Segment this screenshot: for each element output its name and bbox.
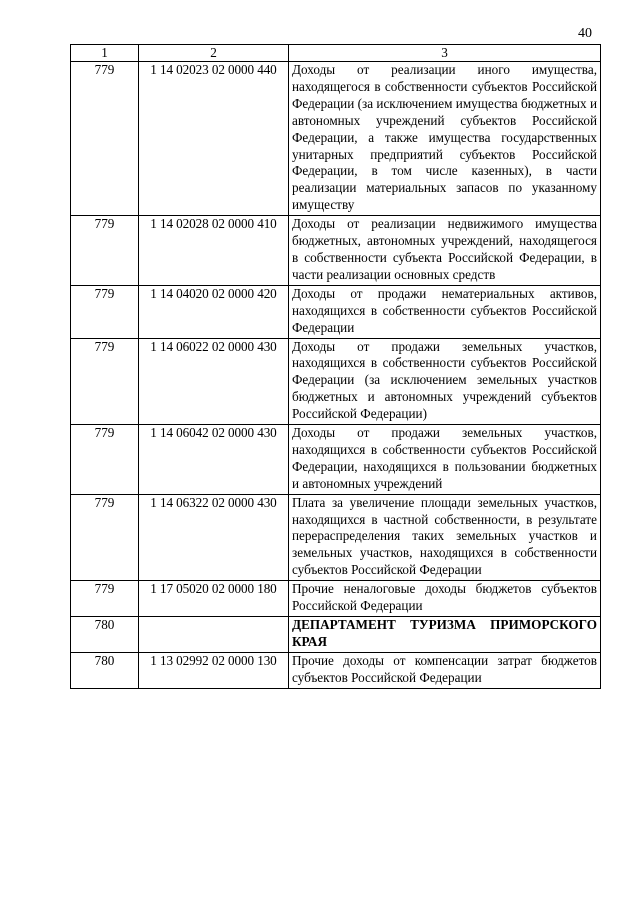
revenue-code-cell: 1 14 02023 02 0000 440 <box>139 62 289 216</box>
revenue-code-cell: 1 14 02028 02 0000 410 <box>139 216 289 286</box>
revenue-code-cell: 1 14 06322 02 0000 430 <box>139 494 289 581</box>
admin-code-cell: 779 <box>71 338 139 425</box>
revenue-name-cell: Доходы от продажи земельных участков, находящихся в собственности субъектов Российской Федерации, находящихся в пользовании бюджетных и автономных учреждений <box>289 425 601 495</box>
table-header-row <box>71 45 601 62</box>
revenue-name-cell: Доходы от продажи земельных участков, находящихся в собственности субъектов Российской Федерации (за исключением земельных участков бюджетных и автономных учреждений субъектов Российской Федерации) <box>289 338 601 425</box>
admin-code-cell: 780 <box>71 652 139 688</box>
revenue-name-cell: Плата за увеличение площади земельных участков, находящихся в частной собственности, в результате перераспределения таких земельных участков и земельных участков, находящихся в собственности субъектов Российской Федерации <box>289 494 601 581</box>
revenue-code-cell <box>139 617 289 653</box>
department-name-cell: ДЕПАРТАМЕНТ ТУРИЗМА ПРИМОРСКОГО КРАЯ <box>289 617 601 653</box>
revenue-code-cell: 1 17 05020 02 0000 180 <box>139 581 289 617</box>
admin-code-cell: 779 <box>71 62 139 216</box>
revenue-code-cell: 1 14 04020 02 0000 420 <box>139 285 289 338</box>
table-row <box>71 62 601 216</box>
table-row <box>71 216 601 286</box>
revenue-name-cell: Доходы от продажи нематериальных активов, находящихся в собственности субъектов Российской Федерации <box>289 285 601 338</box>
department-row <box>71 617 601 653</box>
table-row <box>71 425 601 495</box>
admin-code-cell: 779 <box>71 581 139 617</box>
column-header-1: 1 <box>71 45 139 62</box>
table-row <box>71 338 601 425</box>
table-row <box>71 581 601 617</box>
revenue-name-cell: Прочие неналоговые доходы бюджетов субъектов Российской Федерации <box>289 581 601 617</box>
admin-code-cell: 779 <box>71 216 139 286</box>
table-row <box>71 285 601 338</box>
admin-code-cell: 779 <box>71 285 139 338</box>
table-row <box>71 494 601 581</box>
revenue-code-cell: 1 13 02992 02 0000 130 <box>139 652 289 688</box>
revenue-code-cell: 1 14 06042 02 0000 430 <box>139 425 289 495</box>
revenue-name-cell: Доходы от реализации иного имущества, находящегося в собственности субъектов Российской Федерации (за исключением имущества бюджетных и автономных учреждений субъектов Российской Федерации, а также имущества государственных унитарных предприятий субъектов Российской Федерации, в том числе казенных), в части реализации материальных запасов по указанному имуществу <box>289 62 601 216</box>
column-header-3: 3 <box>289 45 601 62</box>
admin-code-cell: 779 <box>71 425 139 495</box>
revenue-code-cell: 1 14 06022 02 0000 430 <box>139 338 289 425</box>
revenue-codes-table <box>70 44 601 689</box>
table-row <box>71 652 601 688</box>
admin-code-cell: 779 <box>71 494 139 581</box>
page-number: 40 <box>578 26 592 41</box>
column-header-2: 2 <box>139 45 289 62</box>
revenue-name-cell: Прочие доходы от компенсации затрат бюджетов субъектов Российской Федерации <box>289 652 601 688</box>
admin-code-cell: 780 <box>71 617 139 653</box>
revenue-name-cell: Доходы от реализации недвижимого имущества бюджетных, автономных учреждений, находящегося в собственности субъекта Российской Федерации, в части реализации основных средств <box>289 216 601 286</box>
